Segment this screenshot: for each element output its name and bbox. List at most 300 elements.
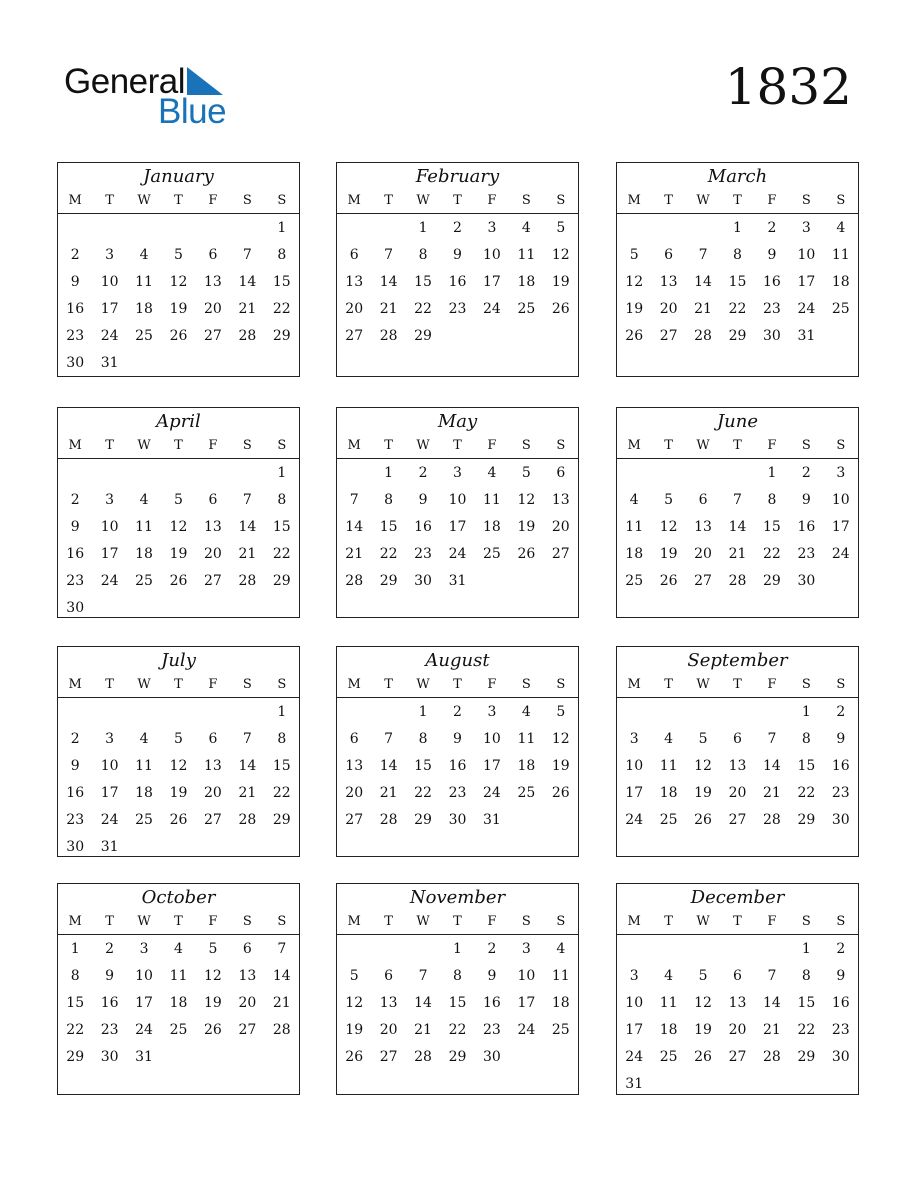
day-cell: 7 <box>767 731 777 747</box>
day-cell: 25 <box>551 1022 570 1038</box>
day-cell: 27 <box>728 812 747 828</box>
day-cell: 30 <box>66 355 85 371</box>
day-cell: 28 <box>345 573 364 589</box>
weekday-label: T <box>664 193 673 208</box>
day-cell: 6 <box>242 941 252 957</box>
day-cell: 27 <box>204 328 222 344</box>
day-cell: 23 <box>100 1022 119 1038</box>
day-cell: 20 <box>204 785 222 801</box>
weekday-label: F <box>208 914 218 929</box>
day-cell: 14 <box>379 758 398 774</box>
day-cell: 7 <box>277 941 287 957</box>
weekday-header <box>617 434 858 459</box>
empty-day-cell <box>337 460 371 487</box>
day-cell: 9 <box>453 731 462 747</box>
weekday-label: W <box>696 438 710 453</box>
day-cell: 30 <box>448 812 467 828</box>
day-cell: 21 <box>238 785 257 801</box>
day-cell: 6 <box>384 968 394 984</box>
day-cell: 18 <box>517 758 536 774</box>
weekday-header <box>58 673 299 698</box>
empty-day-cell <box>617 936 651 963</box>
day-cell: 15 <box>272 519 291 535</box>
day-cell: 30 <box>66 600 85 616</box>
day-cell: 7 <box>384 731 394 747</box>
day-cell: 6 <box>733 731 742 747</box>
day-cell: 12 <box>169 758 188 774</box>
day-cell: 9 <box>487 968 497 984</box>
day-cell: 12 <box>169 519 188 535</box>
day-cell: 3 <box>105 492 115 508</box>
day-cell: 17 <box>483 274 501 290</box>
day-cell: 10 <box>483 731 501 747</box>
day-cell: 3 <box>836 465 846 481</box>
day-cell: 24 <box>797 301 816 317</box>
day-cell: 23 <box>448 301 467 317</box>
day-cell: 6 <box>208 731 218 747</box>
month-name: March <box>707 166 768 187</box>
day-cell: 12 <box>517 492 536 508</box>
day-cell: 5 <box>556 220 566 236</box>
day-cell: 22 <box>66 1022 85 1038</box>
weekday-header <box>58 910 299 935</box>
day-cell: 4 <box>836 220 846 236</box>
empty-day-cell <box>337 936 371 963</box>
day-cell: 29 <box>414 328 432 344</box>
weekday-label: W <box>416 914 430 929</box>
month-name: January <box>143 166 214 187</box>
day-cell: 7 <box>767 968 777 984</box>
day-cell: 26 <box>551 301 570 317</box>
day-grid <box>58 698 299 861</box>
day-cell: 2 <box>767 220 777 236</box>
logo-text-blue: Blue <box>158 92 227 131</box>
day-cell: 3 <box>629 731 639 747</box>
day-cell: 30 <box>831 1049 850 1065</box>
day-cell: 17 <box>625 1022 644 1038</box>
day-cell: 8 <box>418 247 428 263</box>
day-grid <box>617 935 858 1098</box>
day-cell: 10 <box>831 492 850 508</box>
weekday-label: F <box>767 677 777 692</box>
weekday-label: F <box>487 193 497 208</box>
weekday-header <box>58 189 299 214</box>
day-cell: 29 <box>272 573 291 589</box>
day-cell: 23 <box>66 328 85 344</box>
day-cell: 20 <box>238 995 257 1011</box>
day-cell: 10 <box>625 758 644 774</box>
empty-day-cell <box>686 699 720 726</box>
day-cell: 5 <box>521 465 531 481</box>
month-name: August <box>425 650 490 671</box>
day-cell: 4 <box>487 465 497 481</box>
day-cell: 28 <box>694 328 712 344</box>
empty-day-cell <box>58 699 92 726</box>
day-cell: 6 <box>698 492 708 508</box>
day-cell: 7 <box>698 247 708 263</box>
day-cell: 6 <box>208 492 218 508</box>
day-cell: 28 <box>238 328 257 344</box>
day-cell: 12 <box>551 247 570 263</box>
month-october <box>57 883 300 1095</box>
day-cell: 5 <box>698 968 708 984</box>
day-cell: 5 <box>174 492 183 508</box>
empty-day-cell <box>58 215 92 242</box>
day-cell: 2 <box>836 704 846 720</box>
weekday-label: T <box>733 438 742 453</box>
weekday-label: T <box>384 677 393 692</box>
day-cell: 15 <box>728 274 747 290</box>
weekday-label: W <box>416 193 430 208</box>
day-cell: 13 <box>379 995 398 1011</box>
day-cell: 27 <box>204 812 222 828</box>
month-november <box>336 883 579 1095</box>
empty-day-cell <box>755 699 789 726</box>
day-cell: 14 <box>238 274 257 290</box>
day-cell: 24 <box>100 573 119 589</box>
day-cell: 19 <box>694 1022 712 1038</box>
weekday-header <box>58 434 299 459</box>
day-cell: 7 <box>242 492 252 508</box>
weekday-label: M <box>347 914 361 929</box>
day-cell: 30 <box>66 839 85 855</box>
weekday-label: S <box>556 438 566 453</box>
empty-day-cell <box>651 460 685 487</box>
day-cell: 1 <box>70 941 80 957</box>
day-cell: 6 <box>556 465 566 481</box>
day-cell: 19 <box>625 301 644 317</box>
day-cell: 4 <box>139 492 149 508</box>
weekday-label: T <box>105 193 114 208</box>
weekday-label: F <box>767 914 777 929</box>
brand-logo <box>64 62 234 132</box>
day-cell: 3 <box>487 220 497 236</box>
day-cell: 21 <box>728 546 747 562</box>
day-cell: 16 <box>66 785 85 801</box>
empty-day-cell <box>196 699 230 726</box>
day-cell: 25 <box>625 573 644 589</box>
day-cell: 21 <box>379 785 398 801</box>
day-cell: 15 <box>66 995 85 1011</box>
weekday-label: T <box>384 438 393 453</box>
weekday-label: T <box>453 438 462 453</box>
empty-day-cell <box>196 460 230 487</box>
day-grid <box>617 459 858 595</box>
empty-day-cell <box>720 460 754 487</box>
day-cell: 10 <box>448 492 467 508</box>
weekday-label: W <box>416 438 430 453</box>
month-name: December <box>690 887 785 908</box>
day-cell: 1 <box>801 704 811 720</box>
day-cell: 14 <box>694 274 712 290</box>
day-cell: 28 <box>379 812 398 828</box>
day-cell: 27 <box>345 328 364 344</box>
day-cell: 11 <box>169 968 188 984</box>
day-cell: 25 <box>517 785 536 801</box>
day-cell: 10 <box>135 968 153 984</box>
day-cell: 29 <box>448 1049 467 1065</box>
weekday-label: S <box>801 677 811 692</box>
day-cell: 21 <box>272 995 291 1011</box>
day-cell: 2 <box>418 465 428 481</box>
day-cell: 5 <box>698 731 708 747</box>
empty-day-cell <box>92 460 126 487</box>
day-cell: 27 <box>345 812 364 828</box>
day-cell: 4 <box>664 731 674 747</box>
empty-day-cell <box>230 699 264 726</box>
day-cell: 10 <box>100 758 119 774</box>
weekday-label: S <box>521 677 531 692</box>
day-cell: 24 <box>100 328 119 344</box>
day-cell: 2 <box>453 220 462 236</box>
day-cell: 10 <box>797 247 816 263</box>
empty-day-cell <box>686 460 720 487</box>
weekday-label: F <box>487 438 497 453</box>
day-cell: 16 <box>66 546 85 562</box>
day-cell: 22 <box>448 1022 467 1038</box>
day-cell: 9 <box>418 492 428 508</box>
day-cell: 26 <box>694 1049 712 1065</box>
weekday-label: F <box>767 193 777 208</box>
weekday-label: F <box>487 914 497 929</box>
day-cell: 26 <box>659 573 678 589</box>
day-cell: 24 <box>135 1022 153 1038</box>
weekday-label: T <box>453 677 462 692</box>
day-cell: 14 <box>763 995 781 1011</box>
month-august <box>336 646 579 857</box>
day-cell: 21 <box>763 1022 781 1038</box>
day-cell: 6 <box>733 968 742 984</box>
day-cell: 3 <box>521 941 531 957</box>
day-cell: 2 <box>70 492 80 508</box>
weekday-label: W <box>416 677 430 692</box>
day-cell: 1 <box>418 220 428 236</box>
day-grid <box>337 214 578 350</box>
day-cell: 27 <box>694 573 712 589</box>
day-cell: 19 <box>659 546 678 562</box>
weekday-label: F <box>208 677 218 692</box>
day-cell: 23 <box>831 785 850 801</box>
weekday-label: M <box>68 677 82 692</box>
day-cell: 6 <box>208 247 218 263</box>
day-cell: 14 <box>345 519 364 535</box>
day-cell: 12 <box>694 995 712 1011</box>
weekday-header <box>337 910 578 935</box>
empty-day-cell <box>127 460 161 487</box>
day-cell: 8 <box>453 968 462 984</box>
empty-day-cell <box>686 936 720 963</box>
weekday-label: T <box>664 438 673 453</box>
weekday-label: S <box>242 677 252 692</box>
weekday-label: T <box>105 677 114 692</box>
day-cell: 25 <box>135 812 153 828</box>
day-cell: 20 <box>659 301 678 317</box>
day-cell: 28 <box>238 573 257 589</box>
day-cell: 20 <box>204 546 222 562</box>
day-cell: 4 <box>139 731 149 747</box>
weekday-label: M <box>627 677 641 692</box>
weekday-label: F <box>208 438 218 453</box>
day-cell: 11 <box>483 492 501 508</box>
day-cell: 22 <box>797 785 816 801</box>
month-june <box>616 407 859 618</box>
day-cell: 2 <box>487 941 497 957</box>
day-cell: 19 <box>517 519 536 535</box>
weekday-label: T <box>733 677 742 692</box>
day-cell: 11 <box>551 968 570 984</box>
weekday-label: M <box>68 193 82 208</box>
day-cell: 22 <box>414 301 432 317</box>
day-cell: 26 <box>169 328 188 344</box>
day-cell: 25 <box>517 301 536 317</box>
weekday-label: S <box>277 914 287 929</box>
day-cell: 12 <box>169 274 188 290</box>
day-cell: 13 <box>204 519 222 535</box>
day-cell: 24 <box>625 1049 644 1065</box>
day-cell: 20 <box>728 1022 747 1038</box>
day-cell: 25 <box>135 328 153 344</box>
day-cell: 7 <box>733 492 742 508</box>
weekday-label: M <box>347 193 361 208</box>
day-cell: 29 <box>728 328 747 344</box>
day-cell: 17 <box>100 546 119 562</box>
day-cell: 20 <box>345 785 364 801</box>
weekday-header <box>337 189 578 214</box>
day-cell: 21 <box>238 546 257 562</box>
day-cell: 7 <box>384 247 394 263</box>
day-cell: 28 <box>728 573 747 589</box>
empty-day-cell <box>406 936 440 963</box>
weekday-label: S <box>521 438 531 453</box>
day-cell: 11 <box>831 247 850 263</box>
day-grid <box>58 935 299 1071</box>
empty-day-cell <box>371 936 405 963</box>
month-april <box>57 407 300 618</box>
weekday-label: T <box>174 193 183 208</box>
month-january <box>57 162 300 377</box>
day-cell: 2 <box>105 941 115 957</box>
day-cell: 2 <box>836 941 846 957</box>
day-cell: 4 <box>139 247 149 263</box>
day-cell: 4 <box>174 941 183 957</box>
day-cell: 16 <box>831 995 850 1011</box>
day-cell: 9 <box>767 247 777 263</box>
day-cell: 8 <box>418 731 428 747</box>
weekday-label: S <box>242 914 252 929</box>
day-cell: 16 <box>763 274 781 290</box>
day-cell: 17 <box>135 995 153 1011</box>
day-grid <box>337 698 578 834</box>
logo-triangle-icon <box>187 67 223 95</box>
day-cell: 17 <box>100 301 119 317</box>
month-name: October <box>141 887 216 908</box>
day-cell: 8 <box>277 492 287 508</box>
day-cell: 19 <box>551 758 570 774</box>
day-cell: 1 <box>277 220 287 236</box>
weekday-label: T <box>453 193 462 208</box>
day-cell: 20 <box>345 301 364 317</box>
day-cell: 20 <box>728 785 747 801</box>
day-cell: 27 <box>379 1049 398 1065</box>
weekday-label: S <box>277 438 287 453</box>
day-cell: 24 <box>483 301 501 317</box>
day-cell: 6 <box>349 247 359 263</box>
day-cell: 26 <box>169 812 188 828</box>
weekday-label: T <box>174 438 183 453</box>
empty-day-cell <box>127 699 161 726</box>
day-cell: 30 <box>831 812 850 828</box>
day-cell: 17 <box>483 758 501 774</box>
day-cell: 24 <box>448 546 467 562</box>
day-cell: 23 <box>448 785 467 801</box>
month-march <box>616 162 859 377</box>
empty-day-cell <box>161 215 195 242</box>
day-cell: 5 <box>349 968 359 984</box>
day-cell: 17 <box>797 274 816 290</box>
day-cell: 2 <box>70 731 80 747</box>
day-cell: 10 <box>100 519 119 535</box>
day-cell: 18 <box>169 995 188 1011</box>
day-cell: 25 <box>135 573 153 589</box>
day-cell: 28 <box>763 1049 781 1065</box>
empty-day-cell <box>127 215 161 242</box>
day-cell: 30 <box>797 573 816 589</box>
day-cell: 20 <box>379 1022 398 1038</box>
day-cell: 4 <box>556 941 566 957</box>
day-cell: 19 <box>551 274 570 290</box>
day-cell: 18 <box>135 785 153 801</box>
weekday-label: S <box>242 438 252 453</box>
month-name: February <box>415 166 500 187</box>
month-july <box>57 646 300 857</box>
day-cell: 16 <box>66 301 85 317</box>
weekday-label: T <box>384 193 393 208</box>
day-cell: 26 <box>169 573 188 589</box>
day-cell: 14 <box>238 758 257 774</box>
weekday-header <box>337 673 578 698</box>
day-cell: 3 <box>453 465 462 481</box>
day-cell: 28 <box>763 812 781 828</box>
empty-day-cell <box>755 936 789 963</box>
empty-day-cell <box>371 215 405 242</box>
day-cell: 17 <box>625 785 644 801</box>
day-cell: 11 <box>135 758 153 774</box>
day-cell: 19 <box>169 301 188 317</box>
weekday-label: M <box>627 438 641 453</box>
weekday-label: S <box>277 677 287 692</box>
day-cell: 21 <box>414 1022 432 1038</box>
weekday-label: S <box>836 438 846 453</box>
day-cell: 3 <box>105 247 115 263</box>
empty-day-cell <box>337 215 371 242</box>
day-cell: 12 <box>204 968 222 984</box>
weekday-label: M <box>68 438 82 453</box>
day-cell: 29 <box>414 812 432 828</box>
day-cell: 7 <box>418 968 428 984</box>
day-cell: 9 <box>836 968 846 984</box>
day-cell: 7 <box>242 731 252 747</box>
day-cell: 17 <box>831 519 850 535</box>
weekday-label: S <box>801 438 811 453</box>
month-name: November <box>409 887 506 908</box>
day-cell: 8 <box>801 731 811 747</box>
day-cell: 15 <box>379 519 398 535</box>
day-cell: 18 <box>659 1022 678 1038</box>
day-cell: 23 <box>763 301 781 317</box>
day-cell: 10 <box>100 274 119 290</box>
day-cell: 29 <box>66 1049 85 1065</box>
day-cell: 18 <box>659 785 678 801</box>
